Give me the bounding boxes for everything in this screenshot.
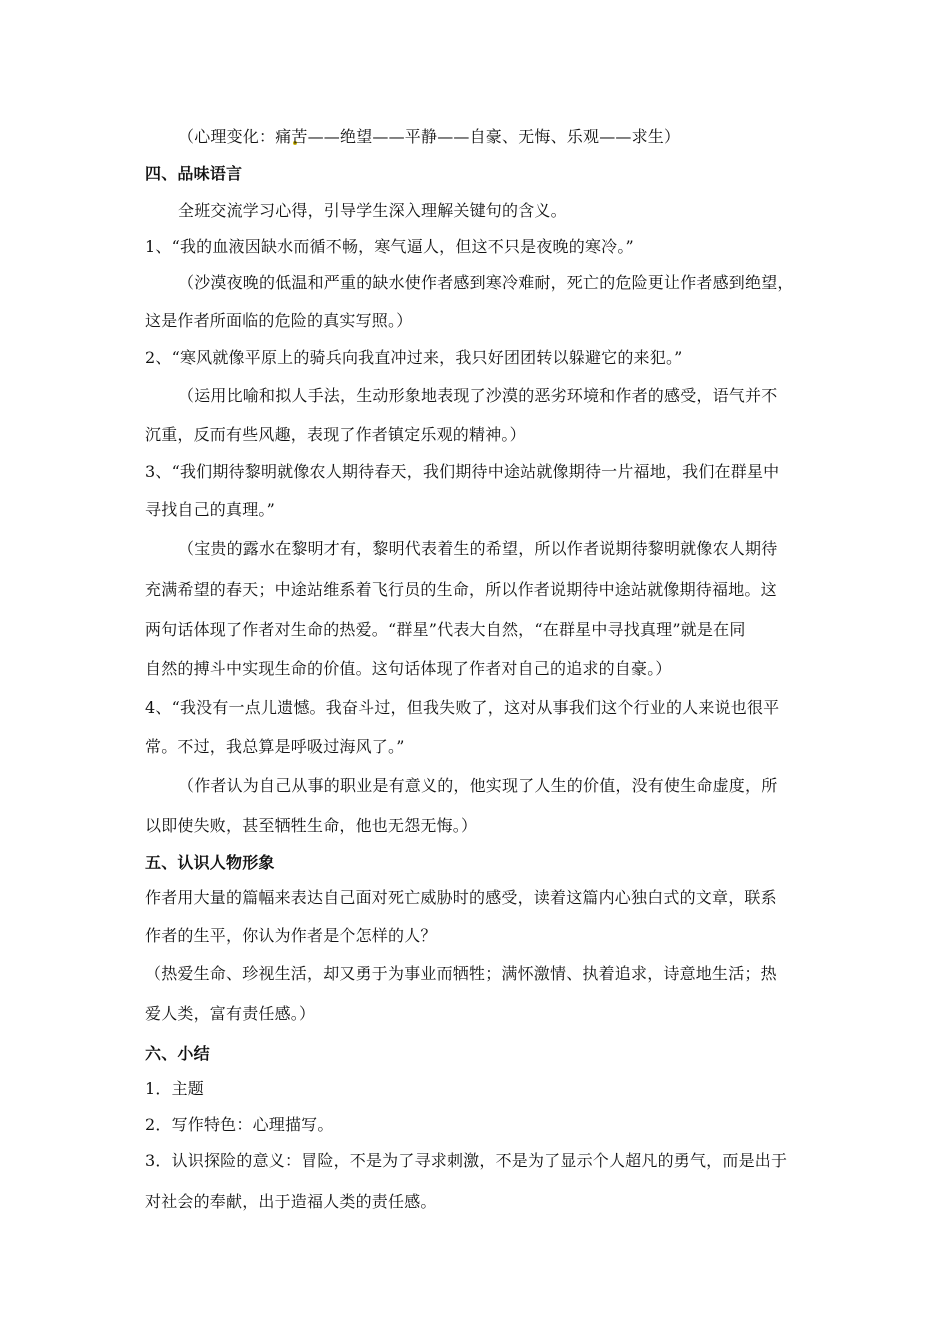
summary-item: 对社会的奉献，出于造福人类的责任感。 xyxy=(145,1192,437,1211)
quote-line: 1、“我的血液因缺水而循不畅，寒气逼人，但这不只是夜晚的寒冷。” xyxy=(145,237,634,256)
explanation-line: 充满希望的春天；中途站维系着飞行员的生命，所以作者说期待中途站就像期待福地。这 xyxy=(145,580,777,599)
mood-change-line: （心理变化：痛苦——绝望——平静——自豪、无悔、乐观——求生） xyxy=(178,127,681,146)
explanation-line: （运用比喻和拟人手法，生动形象地表现了沙漠的恶劣环境和作者的感受，语气并不 xyxy=(178,386,778,405)
explanation-line: 这是作者所面临的危险的真实写照。） xyxy=(145,311,413,330)
paragraph-line: 全班交流学习心得，引导学生深入理解关键句的含义。 xyxy=(178,201,567,220)
explanation-line: （宝贵的露水在黎明才有，黎明代表着生的希望，所以作者说期待黎明就像农人期待 xyxy=(178,539,778,558)
explanation-line: 以即使失败，甚至牺牲生命，他也无怨无悔。） xyxy=(145,816,478,835)
quote-line: 寻找自己的真理。” xyxy=(145,500,275,519)
summary-item: 3．认识探险的意义：冒险，不是为了寻求刺激，不是为了显示个人超凡的勇气，而是出于 xyxy=(145,1151,788,1170)
explanation-line: 自然的搏斗中实现生命的价值。这句话体现了作者对自己的追求的自豪。） xyxy=(145,659,672,678)
quote-line: 3、“我们期待黎明就像农人期待春天，我们期待中途站就像期待一片福地，我们在群星中 xyxy=(145,462,780,481)
section-heading-summary: 六、小结 xyxy=(145,1044,210,1063)
explanation-line: （作者认为自己从事的职业是有意义的，他实现了人生的价值，没有使生命虚度，所 xyxy=(178,776,778,795)
answer-line: （热爱生命、珍视生活，却又勇于为事业而牺牲；满怀激情、执着追求，诗意地生活；热 xyxy=(145,964,777,983)
explanation-line: 沉重，反而有些风趣，表现了作者镇定乐观的精神。） xyxy=(145,425,526,444)
explanation-line: 两句话体现了作者对生命的热爱。“群星”代表大自然，“在群星中寻找真理”就是在同 xyxy=(145,620,746,639)
explanation-line: （沙漠夜晚的低温和严重的缺水使作者感到寒冷难耐，死亡的危险更让作者感到绝望， xyxy=(178,273,794,292)
quote-line: 2、“寒风就像平原上的骑兵向我直冲过来，我只好团团转以躲避它的来犯。” xyxy=(145,348,683,367)
paragraph-line: 作者的生平，你认为作者是个怎样的人？ xyxy=(145,926,437,945)
quote-line: 常。不过，我总算是呼吸过海风了。” xyxy=(145,737,405,756)
summary-item: 2．写作特色：心理描写。 xyxy=(145,1115,334,1134)
paragraph-line: 作者用大量的篇幅来表达自己面对死亡威胁时的感受，读着这篇内心独白式的文章，联系 xyxy=(145,888,777,907)
section-heading-language: 四、品味语言 xyxy=(145,164,243,183)
quote-line: 4、“我没有一点儿遗憾。我奋斗过，但我失败了，这对从事我们这个行业的人来说也很平 xyxy=(145,698,780,717)
answer-line: 爱人类，富有责任感。） xyxy=(145,1004,316,1023)
section-heading-character: 五、认识人物形象 xyxy=(145,853,275,872)
summary-item: 1．主题 xyxy=(145,1079,204,1098)
